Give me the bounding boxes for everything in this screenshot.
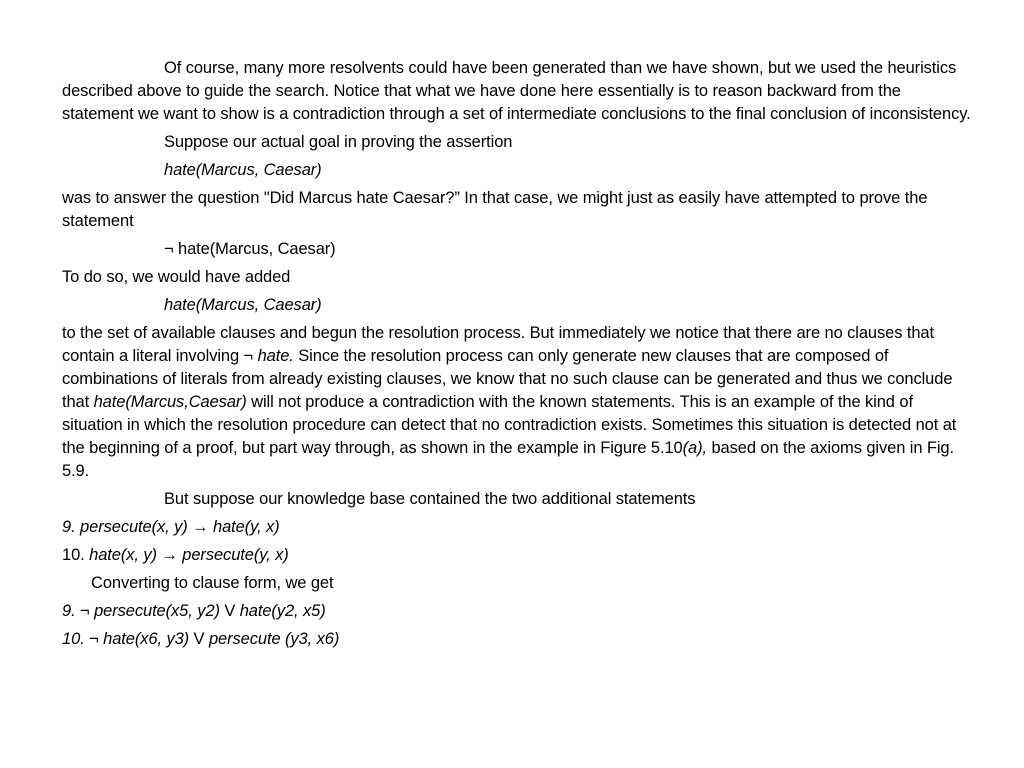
statement-formula: hate(x, y) → persecute(y, x) <box>89 546 289 564</box>
paragraph-question: was to answer the question "Did Marcus hate Caesar?” In that case, we might just as easily have attempted to prove the statement <box>62 189 928 230</box>
clause-literal: 9. ¬ persecute(x5, y2) <box>62 602 220 620</box>
text-segment: Since the resolution process can only generate new clauses that are composed of combinations of literals from already existing clauses, we know that no such clause can be generated and thus we conclude that <box>62 347 953 411</box>
paragraph-resolvents: Of course, many more resolvents could have been generated than we have shown, but we used the heuristics described above to guide the search. Notice that what we have done here essentially is to reason backward from the statement we want to show is a contradiction through a set of intermediate conclusions to the final conclusion of inconsistency. <box>62 59 971 123</box>
text-segment-italic: hate(Marcus,Caesar) <box>93 393 247 411</box>
paragraph-added: To do so, we would have added <box>62 268 291 286</box>
clause-literal: 10. ¬ hate(x6, y3) <box>62 630 190 648</box>
text-segment-italic: (a), <box>682 439 707 457</box>
statement-10 <box>62 544 972 567</box>
formula-hate-marcus-caesar-2: hate(Marcus, Caesar) <box>164 296 322 314</box>
clause-or-operator: V <box>219 602 240 620</box>
text-segment: will not produce a contradiction with the known statements. This is an example of the kind of situation in which the resolution procedure can detect that no contradiction exists. Sometimes this situation is detected not at the beginning of a proof, but part way through, as shown in the example in Figure 5.10 <box>62 393 957 457</box>
paragraph-goal: Suppose our actual goal in proving the assertion <box>164 133 513 151</box>
text-segment: based on the axioms given in Fig. 5.9. <box>62 439 954 480</box>
clause-or-operator: V <box>189 630 209 648</box>
clause-literal: hate(y2, x5) <box>239 602 326 620</box>
statement-number: 10. <box>62 546 90 564</box>
paragraph-converting: Converting to clause form, we get <box>91 574 334 592</box>
clause-10 <box>62 628 972 651</box>
clause-literal: persecute (y3, x6) <box>208 630 340 648</box>
text-segment-italic: hate. <box>257 347 294 365</box>
text-segment: to the set of available clauses and begun the resolution process. But immediately we notice that there are no clauses that contain a literal involving ¬ <box>62 324 934 365</box>
formula-hate-marcus-caesar-1: hate(Marcus, Caesar) <box>164 161 322 179</box>
statement-9: 9. persecute(x, y) → hate(y, x) <box>62 518 280 536</box>
paragraph-knowledge-base: But suppose our knowledge base contained the two additional statements <box>164 490 696 508</box>
clause-9 <box>62 600 972 623</box>
formula-not-hate-marcus-caesar: ¬ hate(Marcus, Caesar) <box>164 240 336 258</box>
paragraph-resolution-process <box>62 322 972 483</box>
